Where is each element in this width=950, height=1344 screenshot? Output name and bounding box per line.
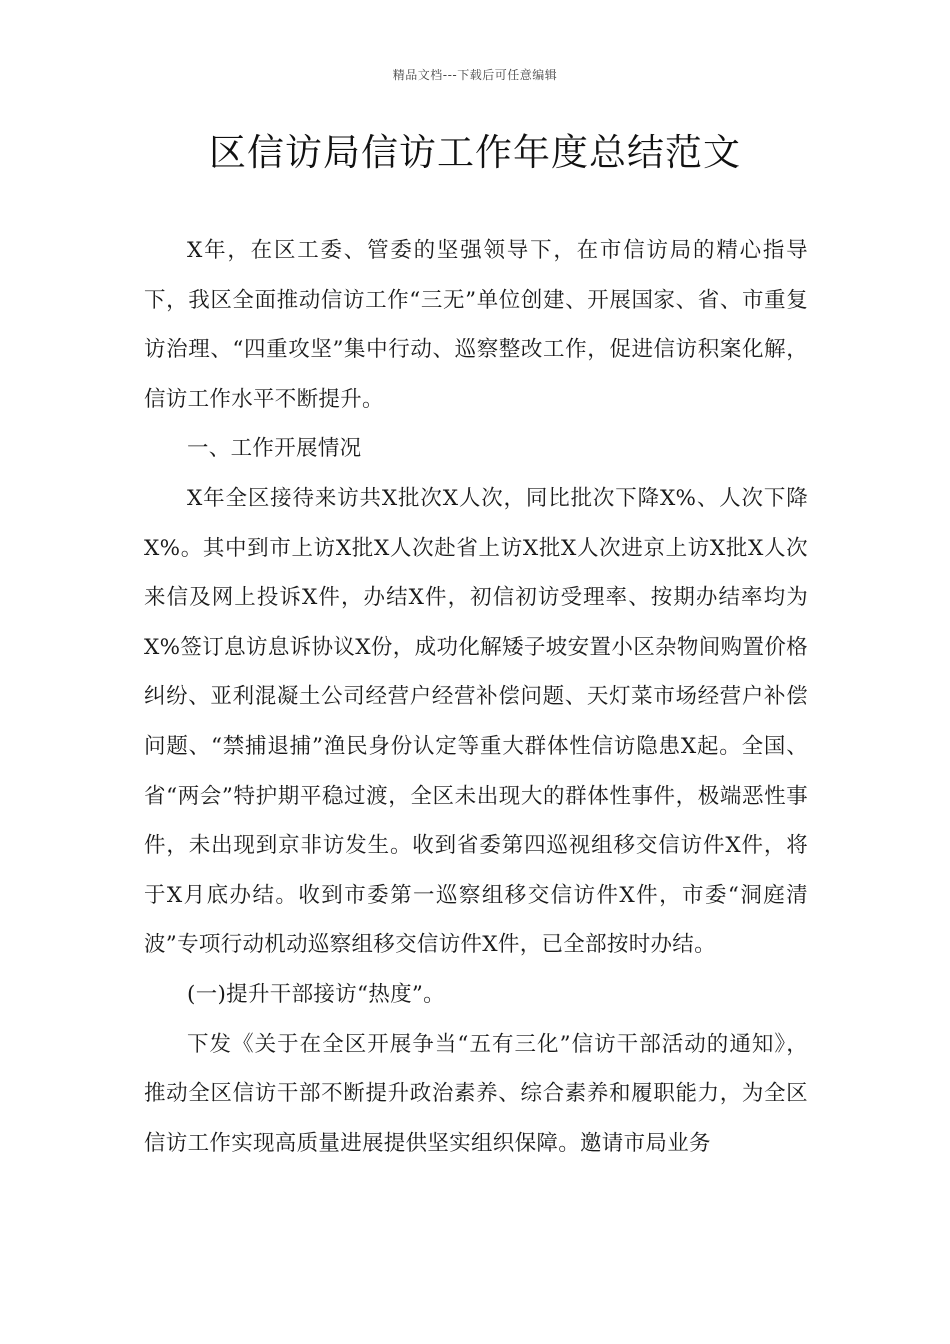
subsection-heading: (一)提升干部接访“热度”。: [187, 981, 445, 1007]
document-title: 区信访局信访工作年度总结范文: [209, 131, 741, 174]
paragraph-statistics: X年全区接待来访共X批次X人次，同比批次下降X%、人次下降X%。其中到市上访X批X人次赴省上访X批X人次进京上访X批X人次来信及网上投诉X件，办结X件，初信初访受理率、按期办结率均为X%签订息访息诉协议X份，成功化解矮子坡安置小区杂物间购置价格纠纷、亚利混凝土公司经营户经营补偿问题、天灯菜市场经营户补偿问题、“禁捕退捕”渔民身份认定等重大群体性信访隐患X起。全国、省“两会”特护期平稳过渡，全区未出现大的群体性事件，极端恶性事件，未出现到京非访发生。收到省委第四巡视组移交信访件X件，将于X月底办结。收到市委第一巡察组移交信访件X件，市委“洞庭清波”专项行动机动巡察组移交信访件X件，已全部按时办结。: [144, 485, 808, 958]
paragraph-intro: X年，在区工委、管委的坚强领导下，在市信访局的精心指导下，我区全面推动信访工作“三无”单位创建、开展国家、省、市重复访治理、“四重攻坚”集中行动、巡察整改工作，促进信访积案化解，信访工作水平不断提升。: [144, 238, 808, 412]
section-heading: 一、工作开展情况: [187, 436, 362, 462]
header-note: 精品文档---下载后可任意编辑: [392, 68, 558, 82]
document-body: [144, 226, 808, 1168]
paragraph-cadre: 下发《关于在全区开展争当“五有三化”信访干部活动的通知》，推动全区信访干部不断提升政治素养、综合素养和履职能力，为全区信访工作实现高质量进展提供坚实组织保障。邀请市局业务: [144, 1031, 808, 1156]
